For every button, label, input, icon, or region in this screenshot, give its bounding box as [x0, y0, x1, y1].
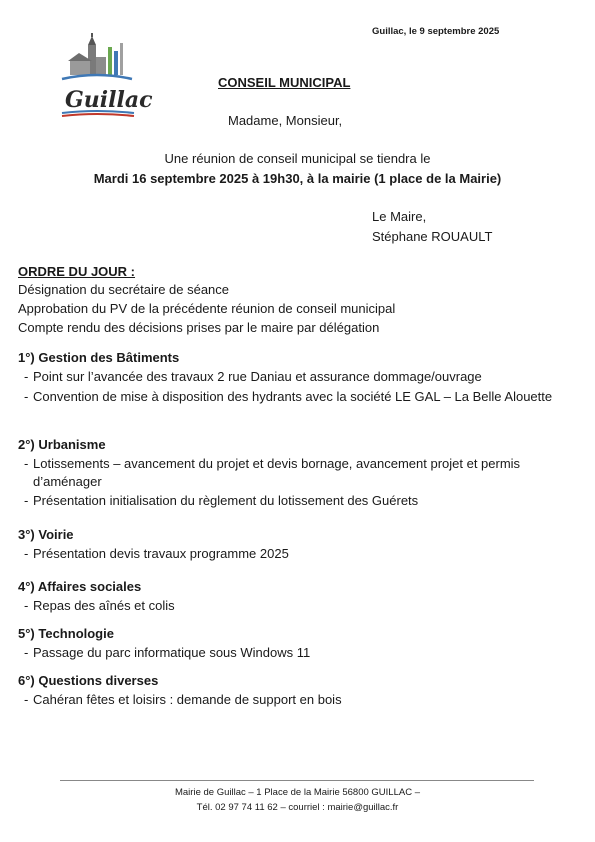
meeting-intro: Une réunion de conseil municipal se tiendra le	[164, 151, 431, 166]
section-title: 2°) Urbanisme	[18, 437, 106, 452]
logo-text: Guillac	[65, 87, 153, 113]
agenda-item: - Lotissements – avancement du projet et devis bornage, avancement projet et permis d’aménager	[24, 456, 521, 489]
agenda-preliminary: Approbation du PV de la précédente réunion de conseil municipal	[18, 301, 396, 316]
agenda-item: - Présentation initialisation du règlement du lotissement des Guérets	[24, 493, 419, 508]
letter-title: CONSEIL MUNICIPAL	[218, 75, 351, 90]
agenda-item: - Présentation devis travaux programme 2025	[24, 546, 289, 561]
footer-address: Mairie de Guillac – 1 Place de la Mairie 56800 GUILLAC –	[174, 787, 420, 798]
agenda-preliminary: Désignation du secrétaire de séance	[18, 282, 230, 297]
agenda-item: - Passage du parc informatique sous Windows 11	[24, 645, 311, 660]
signature-name: Stéphane ROUAULT	[372, 229, 493, 244]
date-line: Guillac, le 9 septembre 2025	[372, 26, 500, 37]
section-title: 5°) Technologie	[18, 626, 114, 641]
salutation: Madame, Monsieur,	[228, 113, 343, 128]
meeting-date-place: Mardi 16 septembre 2025 à 19h30, à la mairie (1 place de la Mairie)	[93, 171, 502, 186]
section-title: 3°) Voirie	[18, 527, 74, 542]
section-title: 1°) Gestion des Bâtiments	[18, 350, 180, 365]
footer-contact: Tél. 02 97 74 11 62 – courriel : mairie@guillac.fr	[196, 802, 399, 813]
agenda-heading: ORDRE DU JOUR :	[18, 264, 136, 279]
signature-role: Le Maire,	[372, 209, 427, 224]
agenda-item: - Convention de mise à disposition des hydrants avec la société LE GAL – La Belle Alouette	[24, 389, 553, 404]
footer-divider	[60, 780, 534, 781]
agenda-item: - Cahéran fêtes et loisirs : demande de support en bois	[24, 692, 342, 707]
section-title: 4°) Affaires sociales	[18, 579, 142, 594]
agenda-item: - Point sur l’avancée des travaux 2 rue Daniau et assurance dommage/ouvrage	[24, 369, 482, 384]
section-title: 6°) Questions diverses	[18, 673, 159, 688]
agenda-preliminary: Compte rendu des décisions prises par le maire par délégation	[18, 320, 380, 335]
agenda-item: - Repas des aînés et colis	[24, 598, 175, 613]
